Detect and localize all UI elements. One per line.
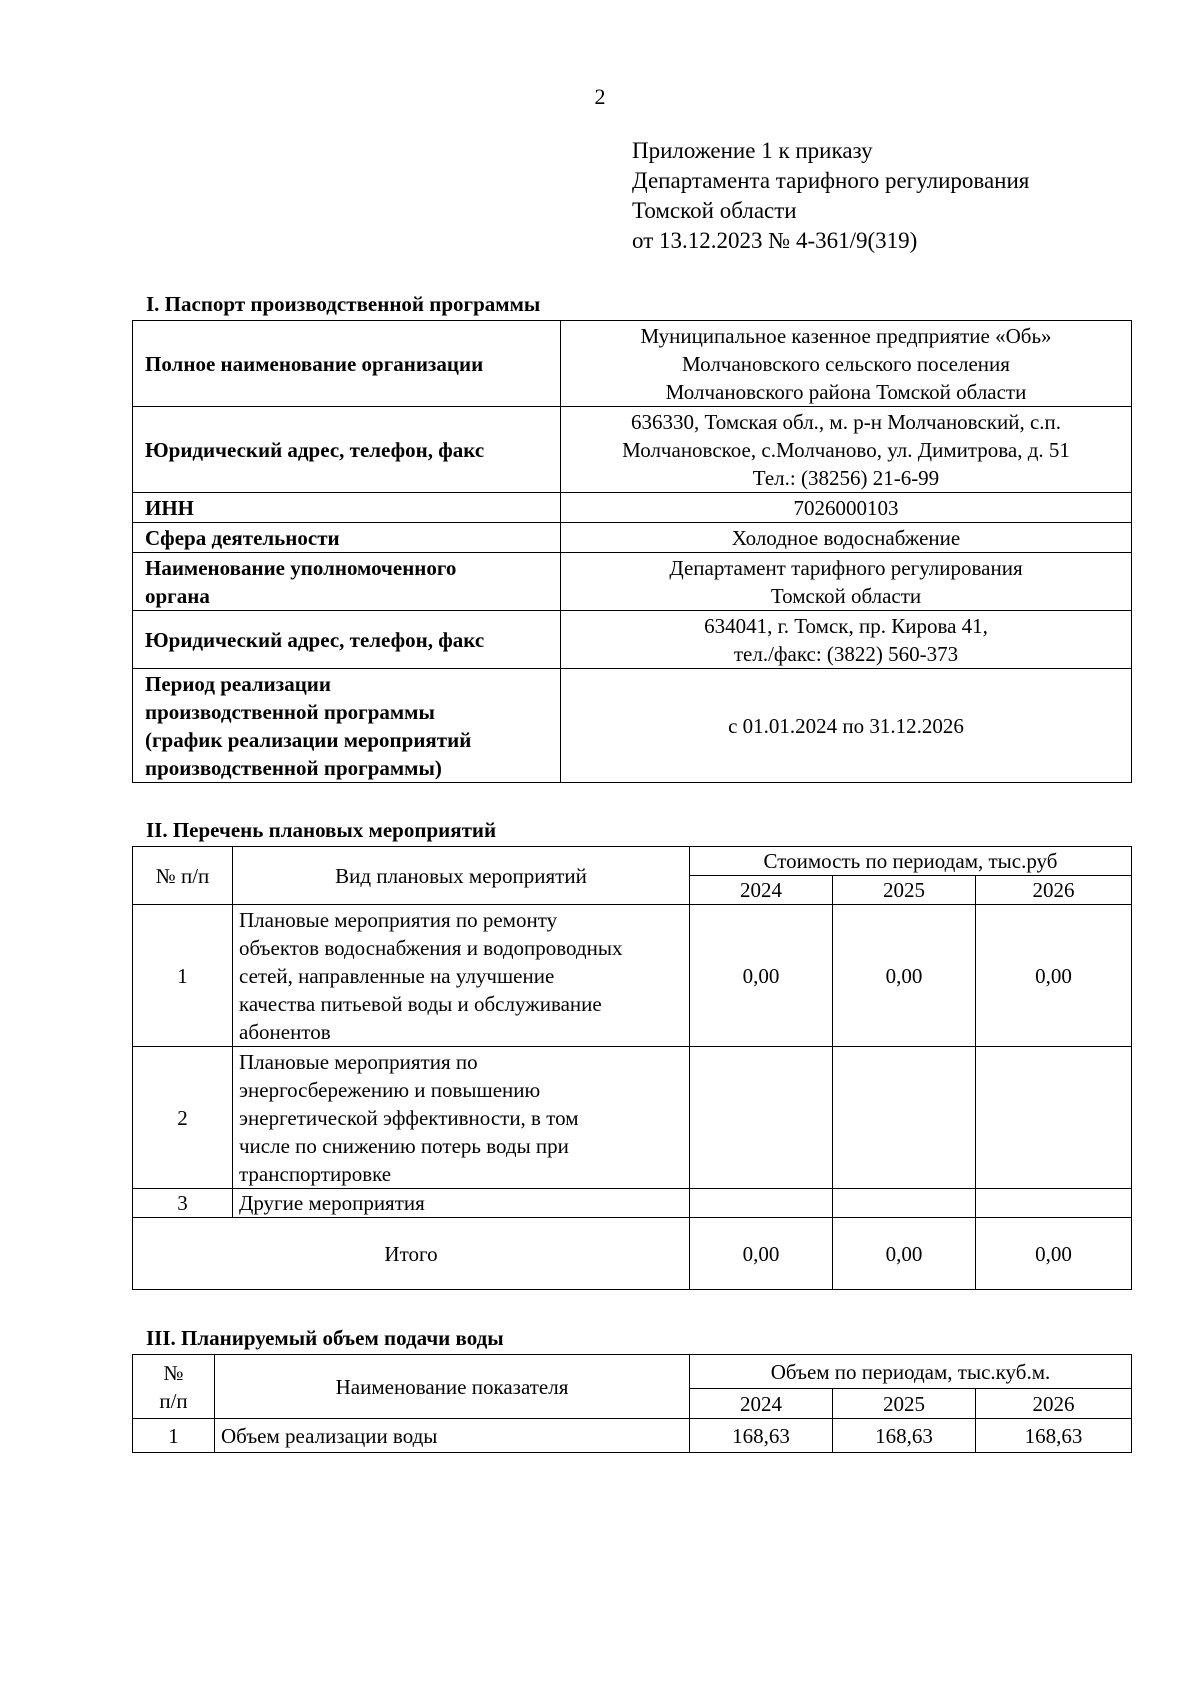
row-value bbox=[976, 1047, 1132, 1189]
water-volume-table bbox=[132, 1354, 1132, 1453]
header-num: № п/п bbox=[133, 1355, 215, 1419]
row-num: 1 bbox=[133, 905, 233, 1047]
section-title-measures: II. Перечень плановых мероприятий bbox=[146, 818, 497, 842]
appendix-line: Приложение 1 к приказу bbox=[632, 138, 873, 163]
total-value: 0,00 bbox=[690, 1218, 833, 1290]
table-row bbox=[133, 905, 1132, 1047]
passport-value: 634041, г. Томск, пр. Кирова 41, тел./факс: (3822) 560-373 bbox=[561, 611, 1132, 669]
appendix-line: Томской области bbox=[632, 198, 797, 223]
passport-value: с 01.01.2024 по 31.12.2026 bbox=[561, 669, 1132, 783]
table-row bbox=[133, 493, 1132, 523]
header-year: 2025 bbox=[833, 876, 976, 905]
passport-value: 636330, Томская обл., м. р-н Молчановский, с.п. Молчановское, с.Молчаново, ул. Димитрова, д. 51 Тел.: (38256) 21-6-99 bbox=[561, 407, 1132, 493]
total-label: Итого bbox=[133, 1218, 690, 1290]
row-num: 2 bbox=[133, 1047, 233, 1189]
section-title-water-volume: III. Планируемый объем подачи воды bbox=[146, 1326, 504, 1350]
table-row bbox=[133, 321, 1132, 407]
table-header-row bbox=[133, 1355, 1132, 1389]
total-value: 0,00 bbox=[976, 1218, 1132, 1290]
table-row bbox=[133, 1189, 1132, 1218]
row-value bbox=[690, 1047, 833, 1189]
passport-value: Холодное водоснабжение bbox=[561, 523, 1132, 553]
passport-label: Полное наименование организации bbox=[133, 321, 561, 407]
row-name: Объем реализации воды bbox=[215, 1419, 690, 1453]
header-cost: Стоимость по периодам, тыс.руб bbox=[690, 847, 1132, 876]
table-row bbox=[133, 1047, 1132, 1189]
header-year: 2026 bbox=[976, 1389, 1132, 1419]
table-row bbox=[133, 1419, 1132, 1453]
header-name: Вид плановых мероприятий bbox=[233, 847, 690, 905]
section-title-passport: I. Паспорт производственной программы bbox=[146, 292, 541, 316]
table-row bbox=[133, 669, 1132, 783]
row-name: Плановые мероприятия по ремонту объектов водоснабжения и водопроводных сетей, направленные на улучшение качества питьевой воды и обслуживание абонентов bbox=[233, 905, 690, 1047]
row-value bbox=[690, 1189, 833, 1218]
row-name: Плановые мероприятия по энергосбережению и повышению энергетической эффективности, в том числе по снижению потерь воды при транспортировке bbox=[233, 1047, 690, 1189]
header-year: 2026 bbox=[976, 876, 1132, 905]
row-value bbox=[833, 1047, 976, 1189]
row-value: 168,63 bbox=[833, 1419, 976, 1453]
row-value: 168,63 bbox=[976, 1419, 1132, 1453]
passport-label: Юридический адрес, телефон, факс bbox=[133, 407, 561, 493]
appendix-line: Департамента тарифного регулирования bbox=[632, 168, 1030, 193]
row-name: Другие мероприятия bbox=[233, 1189, 690, 1218]
row-value: 0,00 bbox=[690, 905, 833, 1047]
row-value: 0,00 bbox=[833, 905, 976, 1047]
table-row bbox=[133, 553, 1132, 611]
header-volume: Объем по периодам, тыс.куб.м. bbox=[690, 1355, 1132, 1389]
header-year: 2025 bbox=[833, 1389, 976, 1419]
table-row bbox=[133, 523, 1132, 553]
passport-value: Муниципальное казенное предприятие «Обь» Молчановского сельского поселения Молчановского района Томской области bbox=[561, 321, 1132, 407]
table-row bbox=[133, 407, 1132, 493]
row-num: 1 bbox=[133, 1419, 215, 1453]
table-header-row bbox=[133, 847, 1132, 876]
row-value bbox=[833, 1189, 976, 1218]
passport-label: Период реализации производственной программы (график реализации мероприятий производственной программы) bbox=[133, 669, 561, 783]
passport-value: 7026000103 bbox=[561, 493, 1132, 523]
table-row bbox=[133, 611, 1132, 669]
passport-label: Наименование уполномоченного органа bbox=[133, 553, 561, 611]
row-value bbox=[976, 1189, 1132, 1218]
appendix-line: от 13.12.2023 № 4-361/9(319) bbox=[632, 228, 918, 253]
passport-label: ИНН bbox=[133, 493, 561, 523]
table-total-row bbox=[133, 1218, 1132, 1290]
header-year: 2024 bbox=[690, 1389, 833, 1419]
header-num: № п/п bbox=[133, 847, 233, 905]
measures-table bbox=[132, 846, 1132, 1290]
header-year: 2024 bbox=[690, 876, 833, 905]
page-number: 2 bbox=[594, 84, 606, 109]
passport-value: Департамент тарифного регулирования Томской области bbox=[561, 553, 1132, 611]
appendix-header bbox=[632, 136, 1029, 256]
row-value: 0,00 bbox=[976, 905, 1132, 1047]
passport-table bbox=[132, 320, 1132, 783]
header-name: Наименование показателя bbox=[215, 1355, 690, 1419]
row-num: 3 bbox=[133, 1189, 233, 1218]
total-value: 0,00 bbox=[833, 1218, 976, 1290]
passport-label: Сфера деятельности bbox=[133, 523, 561, 553]
passport-label: Юридический адрес, телефон, факс bbox=[133, 611, 561, 669]
row-value: 168,63 bbox=[690, 1419, 833, 1453]
